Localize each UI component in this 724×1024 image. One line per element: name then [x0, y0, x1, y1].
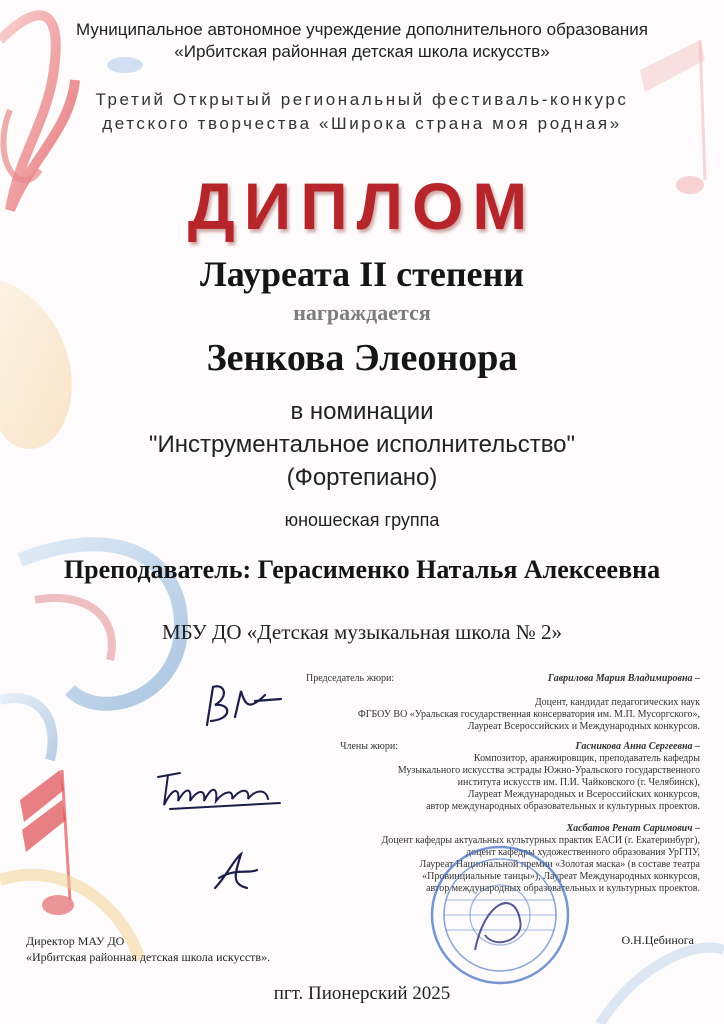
laureate-degree: Лауреата II степени — [199, 254, 525, 294]
jury-chair-detail-line: Лауреат Всероссийских и Международных конкурсов. — [467, 721, 700, 732]
organization-name-line2: «Ирбитская районная детская школа искусств» — [174, 42, 550, 61]
festival-title-line1: Третий Открытый региональный фестиваль-конкурс — [95, 90, 629, 109]
jury-member1-detail-line: Музыкального искусства эстрады Южно-Уральского государственного — [397, 765, 700, 776]
jury-chair-detail-line: Доцент, кандидат педагогических наук — [534, 697, 700, 708]
nomination-intro: в номинации — [290, 398, 434, 425]
age-group: юношеская группа — [284, 510, 440, 530]
director-name: О.Н.Цебинога — [621, 933, 694, 947]
jury-members-label: Члены жюри: — [340, 741, 399, 752]
instrument-label: (Фортепиано) — [286, 464, 438, 491]
member1-signature — [150, 765, 290, 815]
chair-signature — [195, 675, 285, 735]
jury-member2-detail-line: автор международных образовательных и культурных проектов. — [426, 883, 700, 894]
jury-chair-detail-line: ФГБОУ ВО «Уральская государственная консерватория им. М.П. Мусоргского», — [357, 709, 700, 720]
school-name: МБУ ДО «Детская музыкальная школа № 2» — [161, 620, 563, 644]
jury-chair-name: Гаврилова Мария Владимировна – — [547, 673, 700, 684]
nomination-name: "Инструментальное исполнительство" — [148, 431, 576, 458]
jury-chair-label: Председатель жюри: — [306, 673, 395, 684]
jury-member2-detail-line: доцент кафедры художественного образования УрГПУ, — [466, 847, 700, 858]
jury-member1-details — [398, 753, 700, 813]
jury-member1-detail-line: автор международных образовательных и культурных проектов. — [426, 801, 700, 812]
festival-title-line2: детского творчества «Широка страна моя родная» — [102, 114, 622, 133]
jury-chair-details — [358, 697, 700, 733]
director-title-line2: «Ирбитская районная детская школа искусств». — [26, 950, 271, 964]
jury-member2-detail-line: Доцент кафедры актуальных культурных практик ЕАСИ (г. Екатеринбург), — [381, 835, 700, 846]
jury-member2-name: Хасбатов Ренат Саримович – — [566, 823, 700, 834]
organization-name-line1: Муниципальное автономное учреждение дополнительного образования — [76, 20, 648, 39]
jury-member2-detail-line: Лауреат Национальной премии «Золотая маска» (в составе театра — [419, 859, 700, 870]
teacher-line: Преподаватель: Герасименко Наталья Алексеевна — [63, 555, 661, 584]
jury-member1-name: Гасникова Анна Сергеевна – — [575, 741, 700, 752]
diploma-title: ДИПЛОМ — [187, 169, 537, 243]
awarded-label: награждается — [293, 300, 431, 325]
jury-member1-detail-line: института искусств им. П.И. Чайковского (г. Челябинск), — [457, 777, 700, 788]
place-and-year: пгт. Пионерский 2025 — [273, 983, 451, 1004]
member2-signature — [205, 848, 265, 898]
director-title — [26, 933, 270, 965]
director-title-line1: Директор МАУ ДО — [26, 934, 125, 948]
jury-member2-detail-line: «Провинциальные танцы»), Лауреат Международных конкурсов, — [422, 871, 700, 882]
jury-member1-detail-line: Композитор, аранжировщик, преподаватель кафедры — [473, 753, 700, 764]
jury-member1-detail-line: Лауреат Международных и Всероссийских конкурсов, — [467, 789, 700, 800]
official-stamp — [425, 840, 575, 990]
recipient-name: Зенкова Элеонора — [206, 337, 518, 379]
